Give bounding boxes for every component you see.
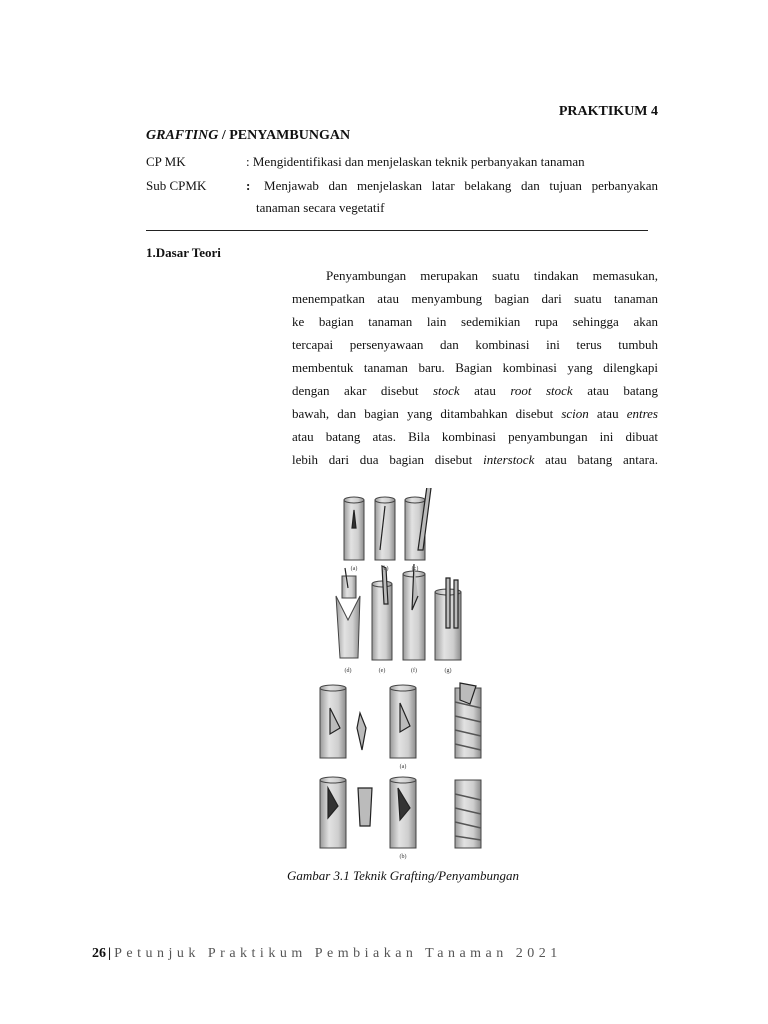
term-entres: entres xyxy=(626,406,658,421)
paragraph-line: atau batang atas. Bila kombinasi penyambungan ini dibuat xyxy=(292,429,658,444)
fig-label-set-b: (b) xyxy=(399,854,407,860)
title-separator: / xyxy=(218,128,230,143)
page-number: 26 xyxy=(92,946,106,961)
paragraph-line xyxy=(292,379,658,402)
term-stock: stock xyxy=(432,383,460,398)
term-root-stock: root stock xyxy=(510,383,573,398)
footer-separator: | xyxy=(108,946,112,961)
sub-cpmk-text xyxy=(246,178,658,194)
sub-cpmk-line2: tanaman secara vegetatif xyxy=(256,200,385,215)
paragraph-line: Penyambungan merupakan suatu tindakan memasukan, xyxy=(326,268,658,283)
paragraph-line: ke bagian tanaman lain sedemikian rupa sehingga akan xyxy=(292,314,658,329)
grafting-figure xyxy=(300,488,510,863)
text-run: lebih dari dua bagian disebut xyxy=(292,452,484,467)
footer-text: Petunjuk Praktikum Pembiakan Tanaman 2021 xyxy=(114,946,562,961)
text-run: atau xyxy=(459,383,511,398)
text-run: atau xyxy=(588,406,627,421)
praktikum-heading: PRAKTIKUM 4 xyxy=(558,104,658,119)
sub-cpmk-label: Sub CPMK xyxy=(146,178,207,193)
text-run: dengan akar disebut xyxy=(292,383,433,398)
term-interstock: interstock xyxy=(483,452,535,467)
fig-label-c: (c) xyxy=(411,566,419,572)
fig-label-a: (a) xyxy=(350,566,358,572)
section-heading: 1.Dasar Teori xyxy=(146,245,221,260)
paragraph-line: membentuk tanaman baru. Bagian kombinasi yang dilengkapi xyxy=(292,360,658,375)
fig-label-g: (g) xyxy=(444,668,452,674)
title-rest: PENYAMBUNGAN xyxy=(229,128,351,143)
page-footer xyxy=(92,946,562,962)
text-run: bawah, dan bagian yang ditambahkan disebut xyxy=(292,406,562,421)
fig-label-set-a: (a) xyxy=(399,764,407,770)
term-scion: scion xyxy=(561,406,589,421)
fig-label-e: (e) xyxy=(378,668,386,674)
paragraph-line: menempatkan atau menyambung bagian dari suatu tanaman xyxy=(292,291,658,306)
text-run: atau batang antara. xyxy=(534,452,658,467)
cp-mk-text: : Mengidentifikasi dan menjelaskan teknik perbanyakan tanaman xyxy=(246,154,585,169)
sub-cpmk-colon: : xyxy=(246,178,251,193)
text-run: atau batang xyxy=(572,383,658,398)
header-divider xyxy=(146,230,648,231)
figure-caption: Gambar 3.1 Teknik Grafting/Penyambungan xyxy=(286,868,520,883)
paragraph-line: tercapai persenyawaan dan kombinasi ini terus tumbuh xyxy=(292,337,658,352)
grafting-illustration xyxy=(300,488,510,863)
paragraph-line xyxy=(292,402,658,425)
fig-label-b: (b) xyxy=(381,566,389,572)
fig-label-f: (f) xyxy=(411,668,417,674)
page-title xyxy=(146,128,350,144)
theory-paragraph xyxy=(292,264,658,471)
title-italic: GRAFTING xyxy=(146,128,219,143)
cp-mk-label: CP MK xyxy=(146,154,186,169)
fig-label-d: (d) xyxy=(344,668,352,674)
paragraph-line xyxy=(292,448,658,471)
sub-cpmk-line1: Menjawab dan menjelaskan latar belakang dan tujuan perbanyakan xyxy=(264,178,658,193)
